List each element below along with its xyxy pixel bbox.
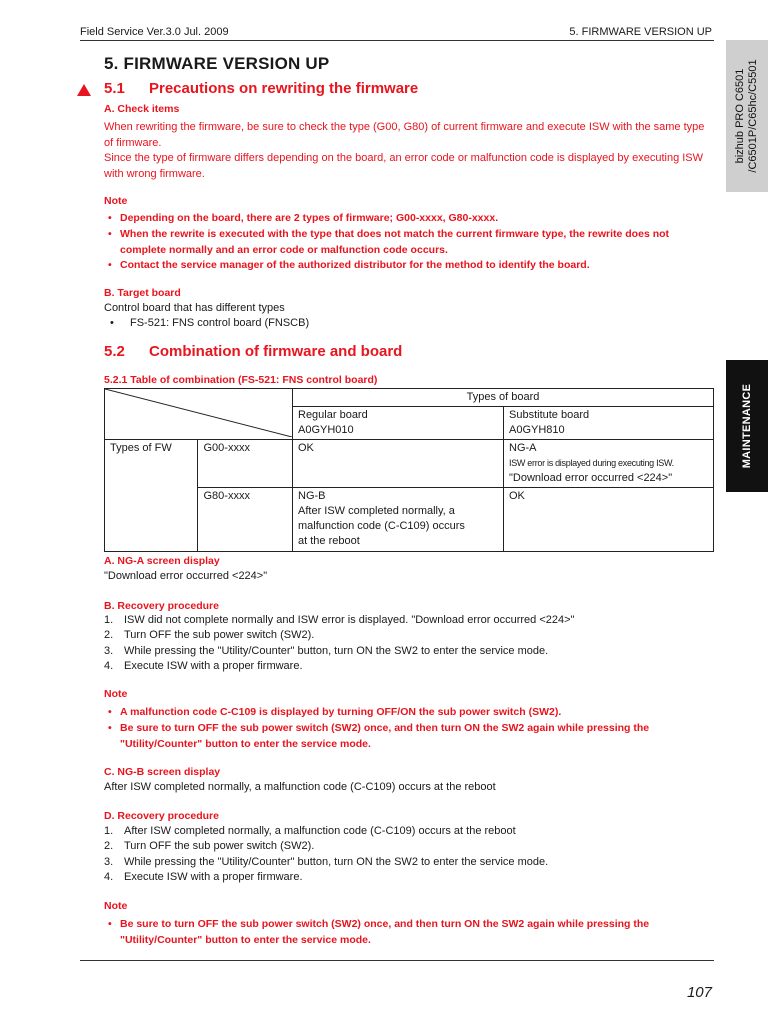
regular-board-label: Regular board bbox=[298, 409, 368, 421]
g00-substitute-cell bbox=[504, 440, 714, 488]
g80-regular-line3: at the reboot bbox=[298, 535, 360, 547]
page-number: 107 bbox=[686, 984, 712, 1001]
s52-d-step-3: 3. While pressing the "Utility/Counter" button, turn ON the SW2 to enter the service mode. bbox=[104, 856, 549, 868]
s52-d-step-4: 4. Execute ISW with a proper firmware. bbox=[104, 871, 303, 883]
g80-regular-line2: malfunction code (C-C109) occurs bbox=[298, 520, 465, 532]
g80-regular-line1: After ISW completed normally, a bbox=[298, 505, 455, 517]
warning-triangle-icon bbox=[77, 84, 91, 96]
heading-5-2-title: Combination of firmware and board bbox=[149, 343, 403, 360]
side-model-line1: bizhub PRO C6501 bbox=[734, 68, 746, 164]
s51-note-2: • When the rewrite is executed with the type that does not match the current firmware type, the rewrite does not complete normally and an error code or malfunction code occurs. bbox=[104, 227, 714, 258]
s52-b-step-4: 4. Execute ISW with a proper firmware. bbox=[104, 660, 303, 672]
s51-note-3: • Contact the service manager of the authorized distributor for the method to identify the board. bbox=[104, 258, 714, 274]
substitute-board-label: Substitute board bbox=[509, 409, 590, 421]
s52-a-title: A. NG-A screen display bbox=[104, 555, 220, 567]
g00-substitute-note: ISW error is displayed during executing ISW. bbox=[509, 458, 674, 468]
heading-5-2-number: 5.2 bbox=[104, 343, 125, 360]
substitute-board-header bbox=[504, 407, 714, 440]
page-title: 5. FIRMWARE VERSION UP bbox=[104, 54, 330, 73]
header-rule bbox=[80, 40, 714, 41]
types-of-board-header: Types of board bbox=[293, 389, 714, 407]
regular-board-code: A0GYH010 bbox=[298, 424, 354, 436]
s52-d-step-1: 1. After ISW completed normally, a malfunction code (C-C109) occurs at the reboot bbox=[104, 825, 516, 837]
header-left: Field Service Ver.3.0 Jul. 2009 bbox=[80, 26, 229, 38]
s52-b-step-2: 2. Turn OFF the sub power switch (SW2). bbox=[104, 629, 315, 641]
types-of-fw-cell: Types of FW bbox=[105, 440, 198, 552]
regular-board-header bbox=[293, 407, 504, 440]
heading-5-1-number: 5.1 bbox=[104, 80, 125, 97]
s51-b-bullet: • FS-521: FNS control board (FNSCB) bbox=[104, 317, 714, 329]
side-model-label bbox=[734, 59, 760, 172]
s52-b-step-3: 3. While pressing the "Utility/Counter" button, turn ON the SW2 to enter the service mode. bbox=[104, 645, 549, 657]
s52-d-title: D. Recovery procedure bbox=[104, 810, 219, 822]
side-maintenance-label: MAINTENANCE bbox=[741, 383, 753, 469]
s52-note1-2: • Be sure to turn OFF the sub power switch (SW2) once, and then turn ON the SW2 again while pressing the "Utility/Counter" button to enter the service mode. bbox=[104, 721, 714, 752]
s52-d-step-2: 2. Turn OFF the sub power switch (SW2). bbox=[104, 840, 315, 852]
table-caption: 5.2.1 Table of combination (FS-521: FNS control board) bbox=[104, 374, 378, 386]
s52-note2-1: • Be sure to turn OFF the sub power switch (SW2) once, and then turn ON the SW2 again while pressing the "Utility/Counter" button to enter the service mode. bbox=[104, 917, 714, 948]
header-right: 5. FIRMWARE VERSION UP bbox=[569, 26, 712, 38]
s51-a-title: A. Check items bbox=[104, 103, 180, 115]
footer-rule bbox=[80, 960, 714, 961]
s51-note-1: • Depending on the board, there are 2 types of firmware; G00-xxxx, G80-xxxx. bbox=[104, 211, 714, 227]
s52-c-title: C. NG-B screen display bbox=[104, 766, 221, 778]
g80-label: G80-xxxx bbox=[198, 488, 293, 552]
heading-5-1-title: Precautions on rewriting the firmware bbox=[149, 80, 419, 97]
combination-table bbox=[104, 388, 714, 552]
g80-regular-cell bbox=[293, 488, 504, 552]
s52-note2-label: Note bbox=[104, 900, 128, 912]
s51-b-title: B. Target board bbox=[104, 287, 181, 299]
s51-b-text: Control board that has different types bbox=[104, 302, 285, 314]
g00-regular-cell: OK bbox=[293, 440, 504, 488]
s52-note1-1: • A malfunction code C-C109 is displayed by turning OFF/ON the sub power switch (SW2). bbox=[104, 705, 714, 721]
s52-c-text: After ISW completed normally, a malfunction code (C-C109) occurs at the reboot bbox=[104, 781, 496, 793]
s52-note1-label: Note bbox=[104, 688, 128, 700]
g00-substitute-msg: "Download error occurred <224>" bbox=[509, 472, 673, 484]
table-corner-cell bbox=[105, 389, 293, 440]
s51-a-text2: Since the type of firmware differs depending on the board, an error code or malfunction code is displayed by executing ISW with wrong firmware. bbox=[104, 152, 704, 180]
s52-a-text: "Download error occurred <224>" bbox=[104, 570, 268, 582]
g80-substitute-cell: OK bbox=[504, 488, 714, 552]
g00-label: G00-xxxx bbox=[198, 440, 293, 488]
substitute-board-code: A0GYH810 bbox=[509, 424, 565, 436]
s52-b-title: B. Recovery procedure bbox=[104, 600, 219, 612]
s52-b-step-1: 1. ISW did not complete normally and ISW error is displayed. "Download error occurred <224>" bbox=[104, 614, 575, 626]
s51-a-text1: When rewriting the firmware, be sure to check the type (G00, G80) of current firmware and execute ISW with the same type of firmware. bbox=[104, 121, 705, 149]
diagonal-line bbox=[105, 389, 292, 437]
g00-substitute-status: NG-A bbox=[509, 442, 537, 454]
g80-regular-status: NG-B bbox=[298, 490, 326, 502]
side-model-line2: /C6501P/C65hc/C5501 bbox=[747, 59, 759, 173]
s51-note-label: Note bbox=[104, 195, 128, 207]
